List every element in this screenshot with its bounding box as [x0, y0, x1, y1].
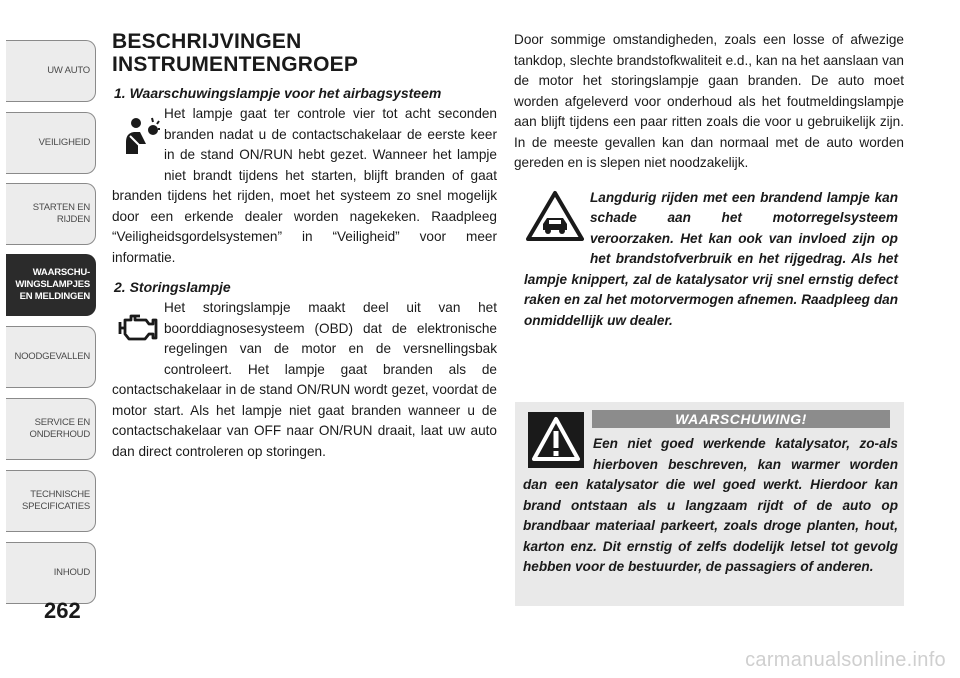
warning-text: Een niet goed werkende katalysator, zo-als hierboven beschreven, kan warmer worden dan een katalysator die wel goed werkt. Hierdoor kan brand ontstaan als u langzaam rijdt of de auto op brandbaar materiaal parkeert, zoals droge planten, hout, karton enz. Dit ernstig of zelfs dodelijk letsel tot gevolg hebben voor de bestuurder, de passagiers of anderen. [523, 436, 898, 574]
caution-car-icon [524, 188, 590, 252]
title-line-1: BESCHRIJVINGEN [112, 30, 302, 53]
title-line-2: INSTRUMENTENGROEP [112, 53, 359, 76]
caution-block [514, 188, 904, 332]
warning-panel [515, 402, 904, 606]
page-number: 262 [44, 598, 81, 623]
tab-label: INHOUD [53, 567, 90, 578]
item2-paragraph [112, 298, 497, 462]
tab-label: NOODGEVALLEN [14, 351, 90, 362]
item2-title: 2. Storingslampje [114, 279, 231, 295]
warning-icon-spacer [523, 434, 593, 474]
left-column [112, 30, 497, 462]
tab-service-en-onderhoud[interactable] [6, 398, 96, 460]
warning-paragraph [523, 434, 898, 578]
item1-title: 1. Waarschuwingslampje voor het airbagsysteem [114, 85, 442, 101]
tab-veiligheid[interactable] [6, 112, 96, 174]
caution-paragraph [520, 188, 898, 332]
tab-waarschuwingslampjes[interactable] [6, 254, 96, 316]
tab-noodgevallen[interactable] [6, 326, 96, 388]
tab-technische-specificaties[interactable] [6, 470, 96, 532]
airbag-icon [112, 104, 164, 170]
engine-icon [112, 298, 164, 360]
tab-label: TECHNISCHE SPECIFICATIES [22, 489, 90, 512]
tab-label: WAARSCHU- WINGSLAMPJES EN MELDINGEN [15, 267, 90, 302]
tab-inhoud[interactable] [6, 542, 96, 604]
tab-label: UW AUTO [47, 65, 90, 76]
caution-text: Langdurig rijden met een brandend lampje kan schade aan het motorregelsysteem veroorzaken. Het kan ook van invloed zijn op het brandstofverbruik en het rijgedrag. Als het lampje knippert, zal de katalysator vrij snel ernstig defect raken en zal het motorvermogen afnemen. Raadpleeg dan onmiddellijk uw dealer. [524, 189, 898, 328]
tab-starten-en-rijden[interactable] [6, 183, 96, 245]
tab-label: STARTEN EN RIJDEN [32, 202, 90, 225]
warning-header: WAARSCHUWING! [592, 410, 890, 428]
intro-paragraph: Door sommige omstandigheden, zoals een losse of afwezige tankdop, slechte brandstofkwaliteit e.d., kan na het aanslaan van de motor het storingslampje gaan branden. De auto moet worden afgeleverd voor onderhoud als het foutmeldingslampje aan blijft tijdens een paar ritten zoals die voor u gebruikelijk zijn. In de meeste gevallen kan dan normaal met de auto worden gereden en is slepen niet noodzakelijk. [514, 32, 904, 170]
warning-body [523, 434, 898, 578]
tab-uw-auto[interactable] [6, 40, 96, 102]
item1-text: Het lampje gaat ter controle vier tot acht seconden branden nadat u de contactschakelaar de eerste keer in de stand ON/RUN hebt gezet. Wanneer het lampje niet brandt tijdens het starten, blijft branden of gaat branden tijdens het rijden, moet het systeem zo snel mogelijk door een erkende dealer worden nagekeken. Raadpleeg “Veiligheidsgordelsystemen” in “Veiligheid” voor meer informatie. [112, 106, 497, 265]
page-title [112, 30, 497, 76]
item2-text: Het storingslampje maakt deel uit van het boorddiagnosesysteem (OBD) dat de elektronische regelingen van de motor en de versnellingsbak controleert. Het lampje gaat branden als de contactschakelaar in de stand ON/RUN wordt gezet, voordat de motor start. Als het lampje niet gaat branden wanneer u de contactschakelaar van OFF naar ON/RUN draait, laat uw auto dan direct controleren op storingen. [112, 300, 497, 459]
watermark: carmanualsonline.info [745, 649, 946, 671]
tab-label: VEILIGHEID [38, 137, 90, 148]
tab-label: SERVICE EN ONDERHOUD [29, 417, 90, 440]
right-column [514, 30, 904, 331]
item1-paragraph [112, 104, 497, 268]
